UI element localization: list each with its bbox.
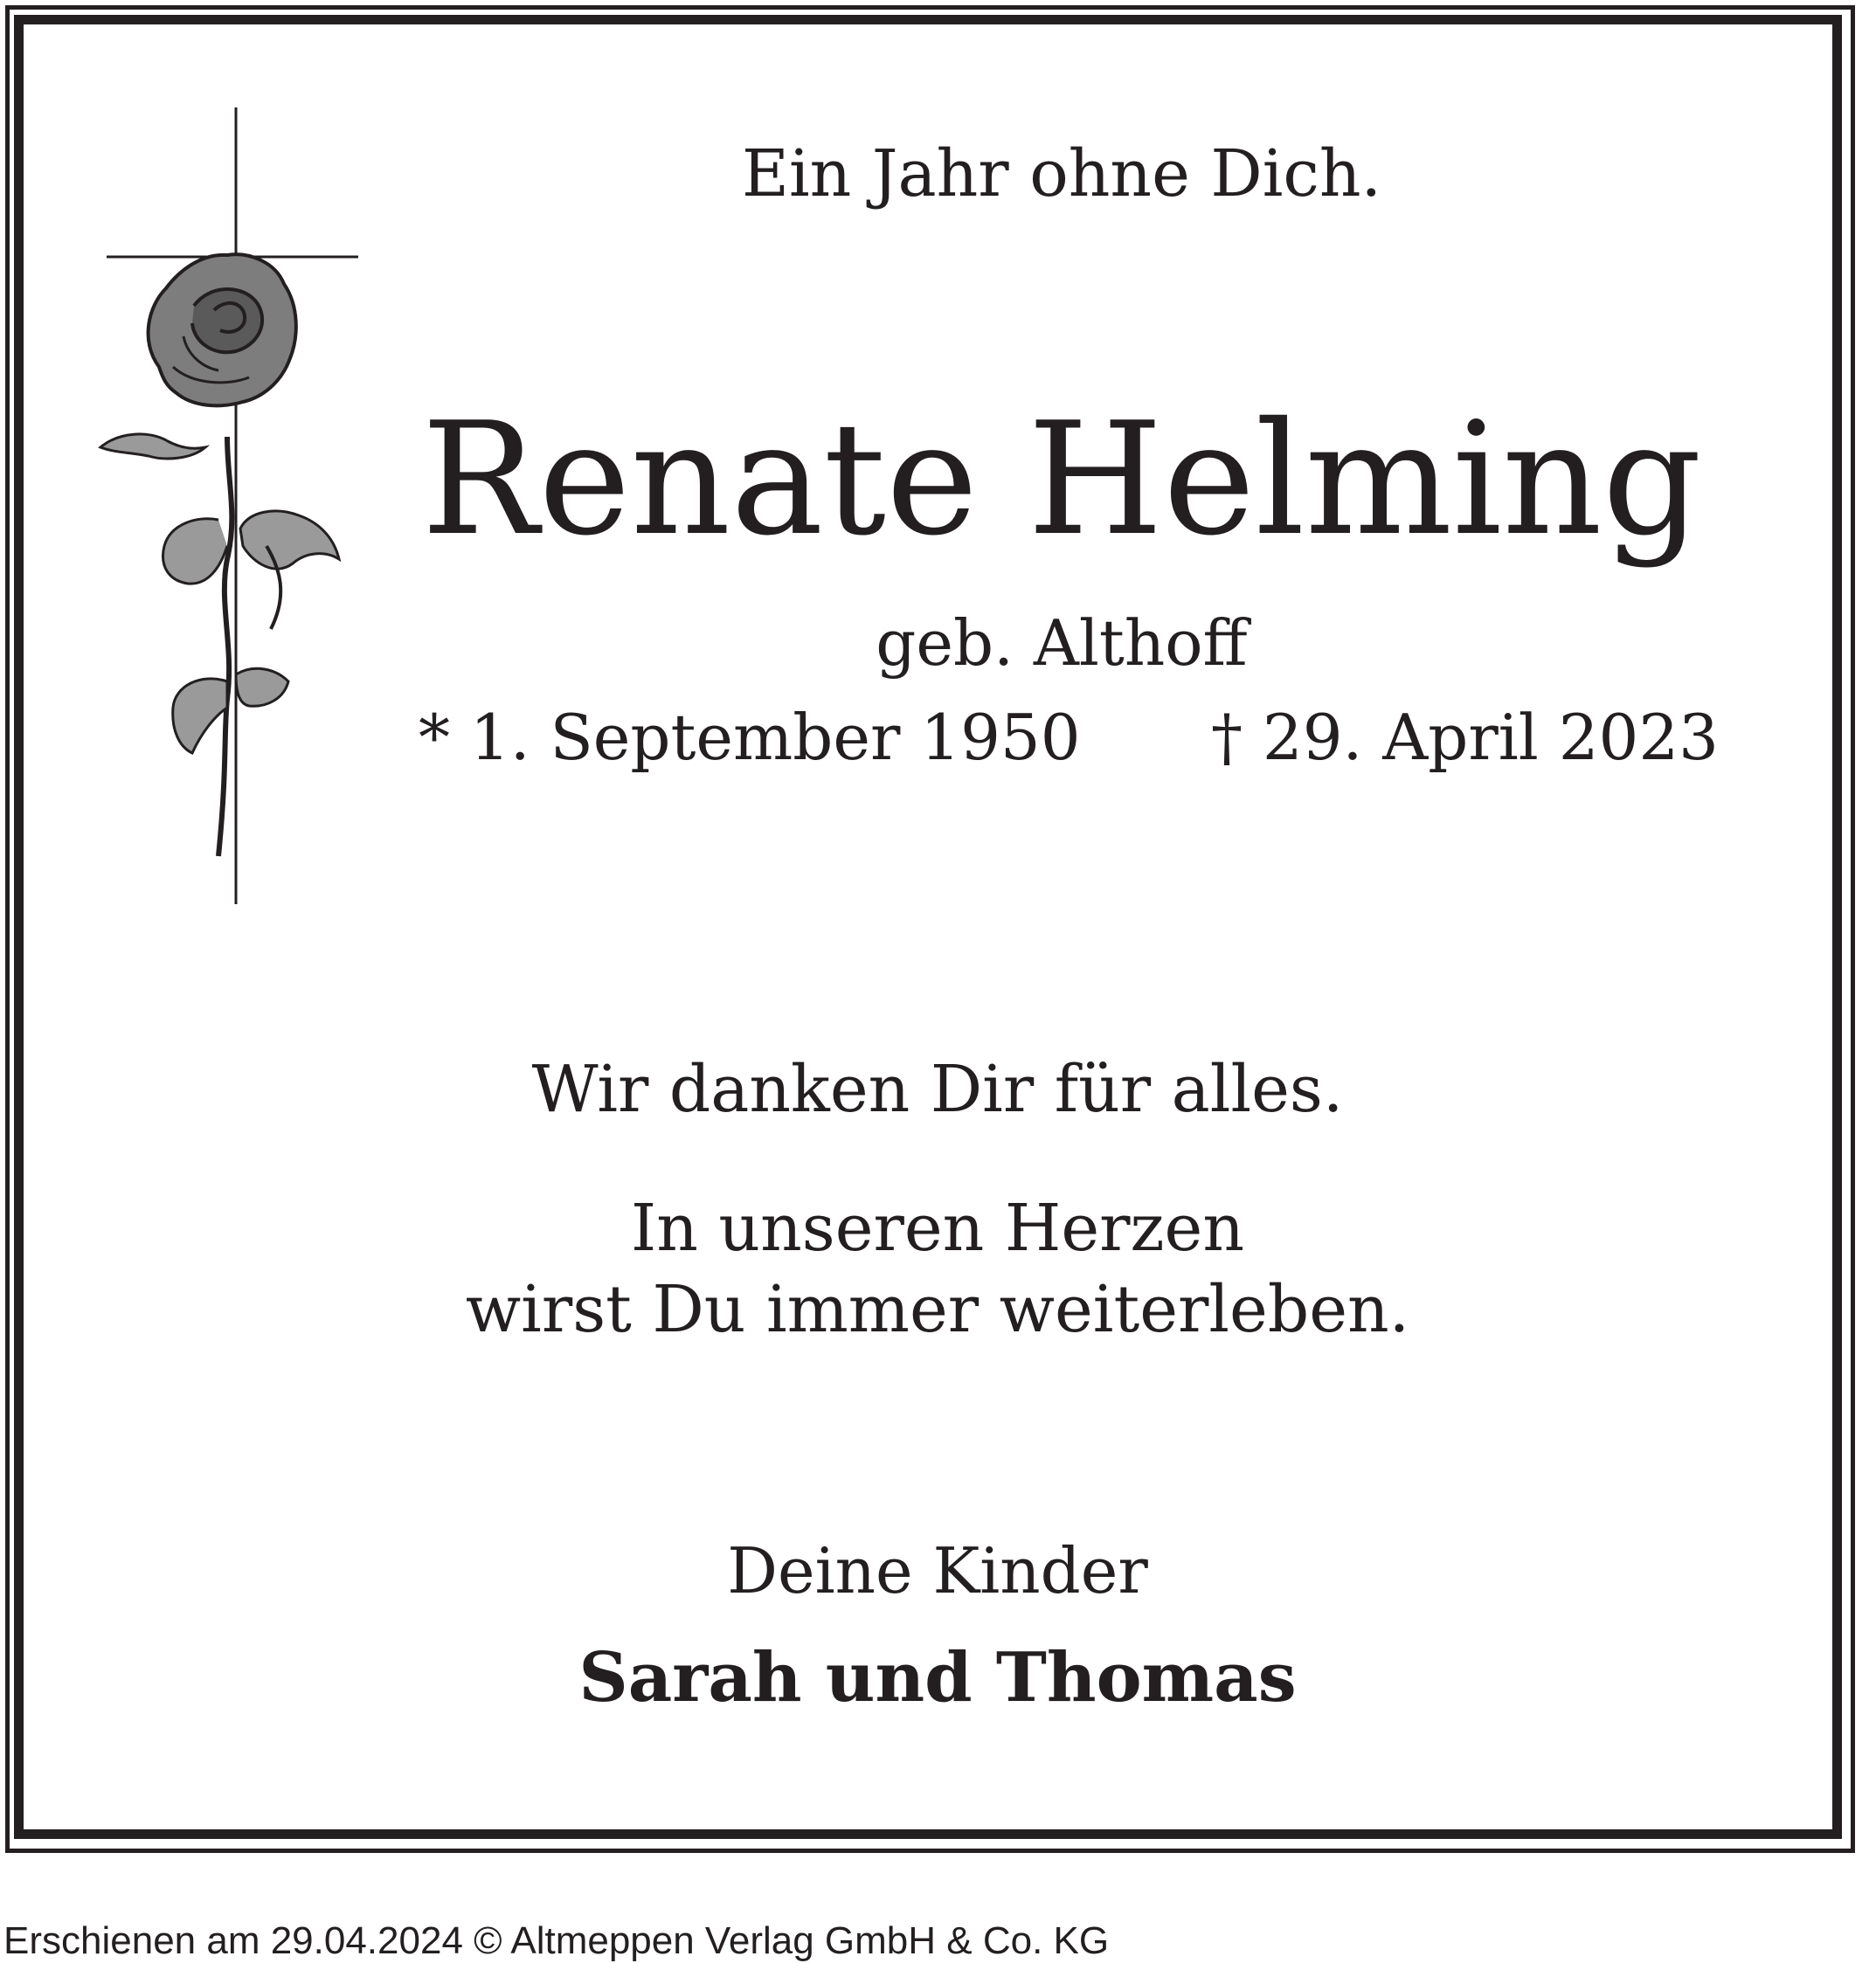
- children-names: Sarah und Thomas: [578, 1638, 1297, 1718]
- memory-line-2: wirst Du immer weiterleben.: [465, 1271, 1410, 1347]
- maiden-name: geb. Althoff: [876, 606, 1248, 680]
- memory-line-1: In unseren Herzen: [631, 1191, 1244, 1266]
- memory-verse: [466, 1188, 1409, 1350]
- thanks-line: Wir danken Dir für alles.: [531, 1052, 1344, 1127]
- birth-date: * 1. September 1950: [419, 701, 1081, 774]
- intro-line: Ein Jahr ohne Dich.: [741, 136, 1382, 211]
- publication-footer: Erschienen am 29.04.2024 © Altmeppen Verlag GmbH & Co. KG: [3, 1919, 1110, 1962]
- death-date: † 29. April 2023: [1211, 701, 1719, 774]
- deceased-name: Renate Helming: [421, 389, 1702, 570]
- signoff-line: Deine Kinder: [727, 1534, 1148, 1607]
- cross-with-rose-icon: [96, 105, 358, 909]
